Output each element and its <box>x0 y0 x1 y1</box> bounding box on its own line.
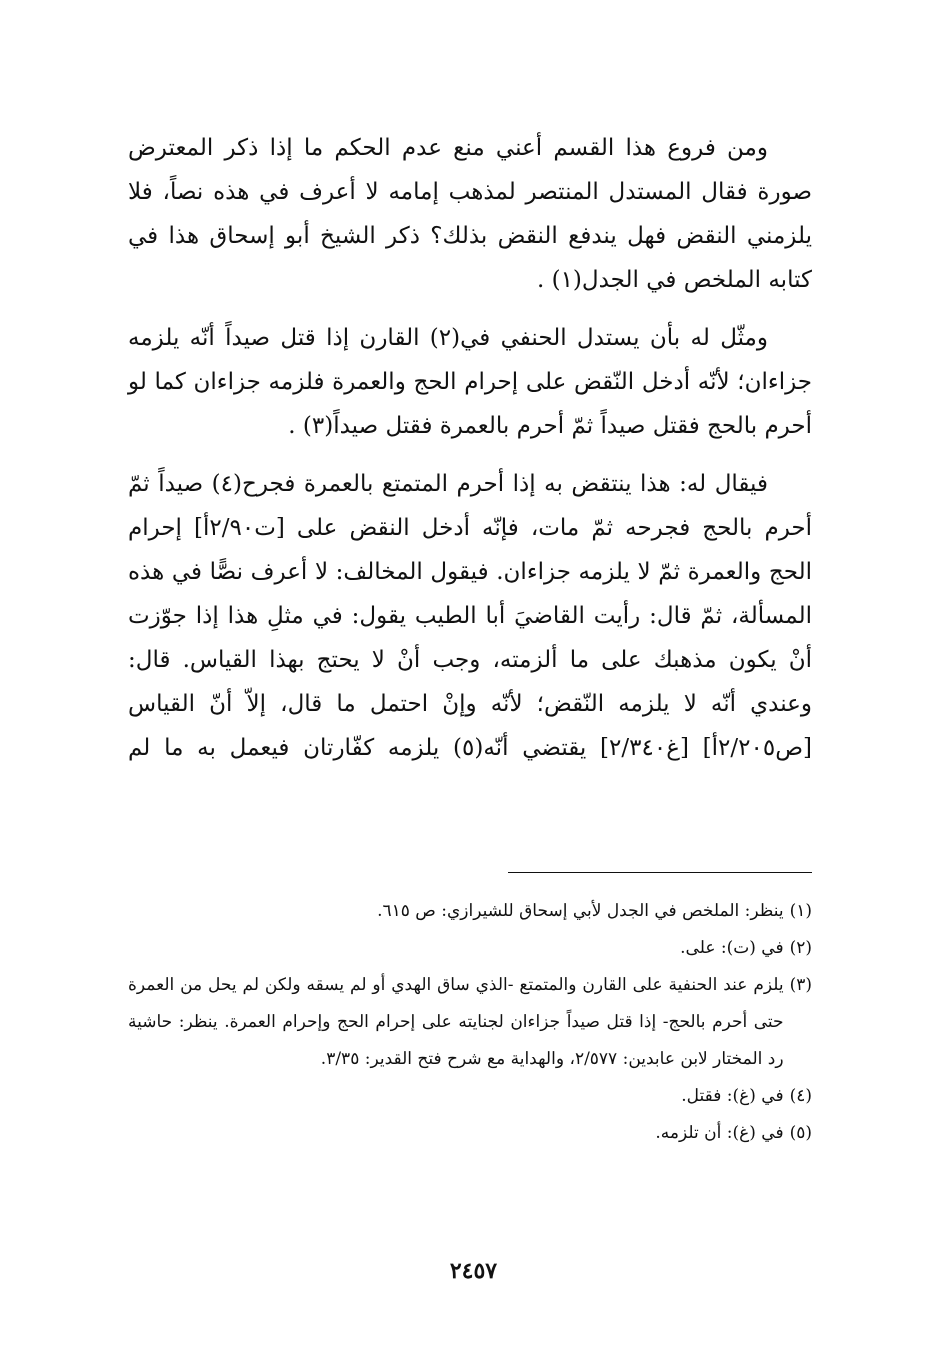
footnote-text: ينظر: الملخص في الجدل لأبي إسحاق للشيرازي: ص ٦١٥. <box>377 901 784 921</box>
footnote-number: (٥) <box>789 1123 812 1143</box>
paragraph-3: فيقال له: هذا ينتقض به إذا أحرم المتمتع بالعمرة فجرح(٤) صيداً ثمّ أحرم بالحج فجرحه ثمّ مات، فإنّه أدخل النقض على [ت٢/٩٠أ] إحرام الحج والعمرة ثمّ لا يلزمه جزاءان. فيقول المخالف: لا أعرف نصًّا في هذه المسألة، ثمّ قال: رأيت القاضيَ أبا الطيب يقول: في مثلِ هذا إذا جوّزت أنْ يكون مذهبك على ما ألزمته، وجب أنْ لا يحتج بهذا القياس. قال: وعندي أنّه لا يلزمه النّقض؛ لأنّه وإنْ احتمل ما قال، إلاّ أنّ القياس [ص٢/٢٠٥أ] [غ٢/٣٤٠] يقتضي أنّه(٥) يلزمه كفّارتان فيعمل به ما لم <box>128 471 812 761</box>
footnote-number: (٣) <box>789 975 812 995</box>
footnote-5 <box>128 1115 812 1152</box>
footnote-1 <box>128 893 812 930</box>
footnote-number: (٢) <box>789 938 812 958</box>
footnote-number: (٤) <box>789 1086 812 1106</box>
footnote-4 <box>128 1078 812 1115</box>
footnotes-block <box>128 893 812 1152</box>
footnote-2 <box>128 930 812 967</box>
paragraph-2: ومثّل له بأن يستدل الحنفي في(٢) القارن إذا قتل صيداً أنّه يلزمه جزاءان؛ لأنّه أدخل النّقض على إحرام الحج والعمرة فلزمه جزاءان كما لو أحرم بالحج فقتل صيداً ثمّ أحرم بالعمرة فقتل صيداً(٣) . <box>128 325 812 439</box>
footnote-separator <box>508 872 812 873</box>
footnote-text: يلزم عند الحنفية على القارن والمتمتع -الذي ساق الهدي أو لم يسقه ولكن لم يحل من العمرة حتى أحرم بالحج- إذا قتل صيداً جزاءان لجنايته على إحرام الحج وإحرام العمرة. ينظر: حاشية رد المختار لابن عابدين: ٢/٥٧٧، والهداية مع شرح فتح القدير: ٣/٣٥. <box>128 975 784 1069</box>
footnote-3 <box>128 967 812 1078</box>
footnote-number: (١) <box>789 901 812 921</box>
footnote-text: في (ت): على. <box>680 938 784 958</box>
main-text-block <box>128 126 812 770</box>
footnote-text: في (غ): فقتل. <box>681 1086 784 1106</box>
paragraph-1: ومن فروع هذا القسم أعني منع عدم الحكم ما إذا ذكر المعترض صورة فقال المستدل المنتصر لمذهب إمامه لا أعرف في هذه نصاً، فلا يلزمني النقض فهل يندفع النقض بذلك؟ ذكر الشيخ أبو إسحاق هذا في كتابه الملخص في الجدل(١) . <box>128 135 812 293</box>
page-number: ٢٤٥٧ <box>449 1258 498 1284</box>
footnote-text: في (غ): أن تلزمه. <box>655 1123 784 1143</box>
